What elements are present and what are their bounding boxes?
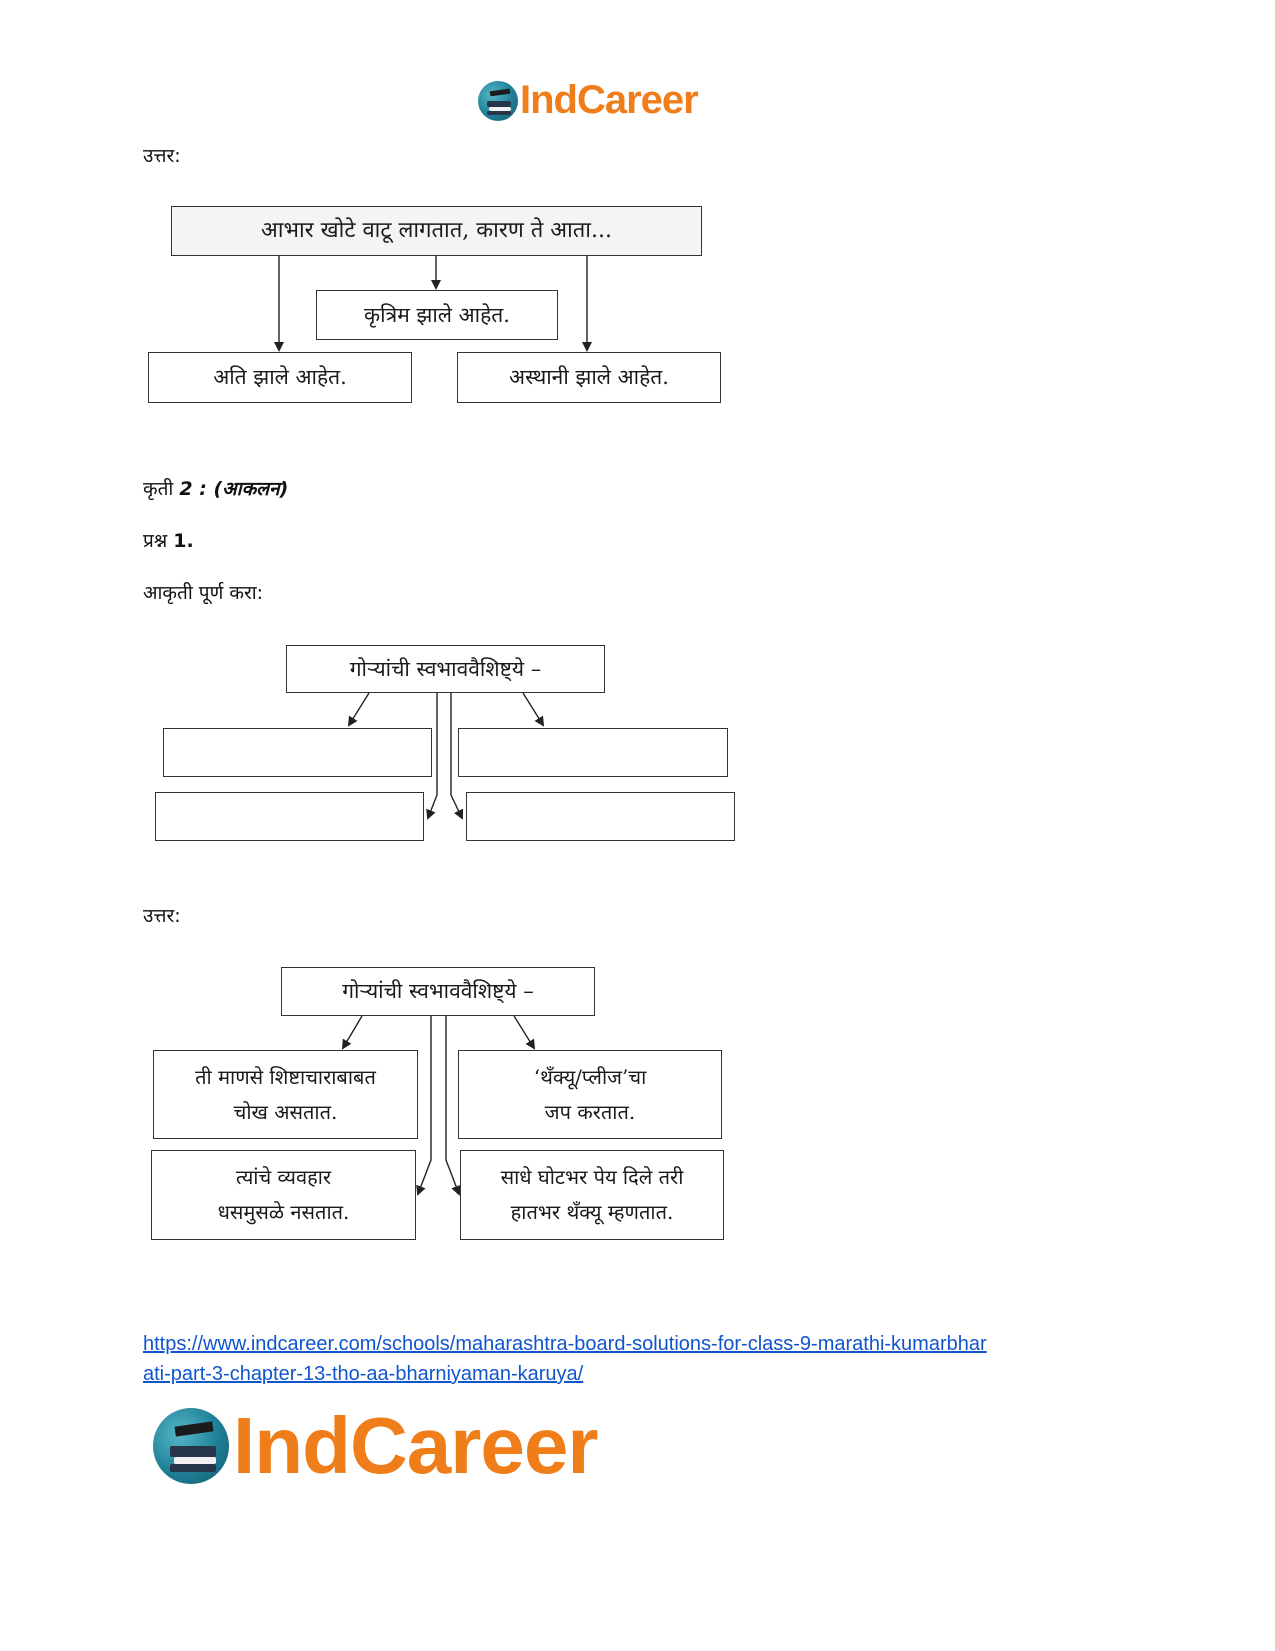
footer-logo (153, 1400, 597, 1492)
diagram1-top-text: आभार खोटे वाटू लागतात, कारण ते आता... (261, 217, 612, 243)
answer-box-3 (151, 1150, 416, 1240)
activity-prefix: कृती (143, 478, 174, 500)
diagram1-middle-text: कृत्रिम झाले आहेत. (364, 302, 510, 327)
indcareer-logo-icon (153, 1408, 229, 1484)
answer-box-4-line-1: साधे घोटभर पेय दिले तरी (500, 1165, 684, 1189)
instruction-text: आकृती पूर्ण करा: (143, 582, 264, 604)
answer-label-2: उत्तर: (143, 905, 181, 927)
answer-label-1: उत्तर: (143, 145, 181, 167)
answer-box-1-line-2: चोख असतात. (233, 1099, 338, 1124)
answer-box-2 (458, 1050, 722, 1139)
footer-logo-text: IndCareer (233, 1401, 598, 1490)
source-link-line-1[interactable]: https://www.indcareer.com/schools/maharashtra-board-solutions-for-class-9-marathi-kumarbhar (143, 1333, 987, 1355)
source-link[interactable] (143, 1329, 1143, 1389)
activity-separator: : (199, 478, 207, 500)
question-number: 1. (173, 530, 194, 552)
answer-box-2-line-2: जप करतात. (544, 1099, 636, 1124)
diagram1-right-text: अस्थानी झाले आहेत. (509, 365, 669, 390)
answer-box-3-line-1: त्यांचे व्यवहार (235, 1165, 332, 1189)
answer-box-3-line-2: धसमुसळे नसतात. (217, 1200, 350, 1224)
source-link-line-2[interactable]: ati-part-3-chapter-13-tho-aa-bharniyaman-karuya/ (143, 1363, 584, 1385)
answer-box-1 (153, 1050, 418, 1139)
diagram1-left-text: अति झाले आहेत. (213, 365, 347, 390)
answer-box-4-line-2: हातभर थँक्यू म्हणतात. (510, 1200, 674, 1224)
header-logo-text: IndCareer (520, 78, 698, 122)
blank-diagram-top-text: गोऱ्यांची स्वभाववैशिष्ट्ये – (349, 656, 542, 681)
answer-box-1-line-1: ती माणसे शिष्टाचाराबाबत (195, 1064, 376, 1089)
question-prefix: प्रश्न (143, 530, 168, 552)
answer-box-4 (460, 1150, 724, 1240)
activity-number: 2 (179, 478, 193, 500)
answer-box-2-line-1: ‘थँक्यू/प्लीज’चा (533, 1064, 647, 1089)
answer-diagram-top-text: गोऱ्यांची स्वभाववैशिष्ट्ये – (342, 979, 534, 1004)
activity-name: (आकलन) (213, 478, 289, 500)
answer-diagram-top-box (281, 967, 595, 1016)
